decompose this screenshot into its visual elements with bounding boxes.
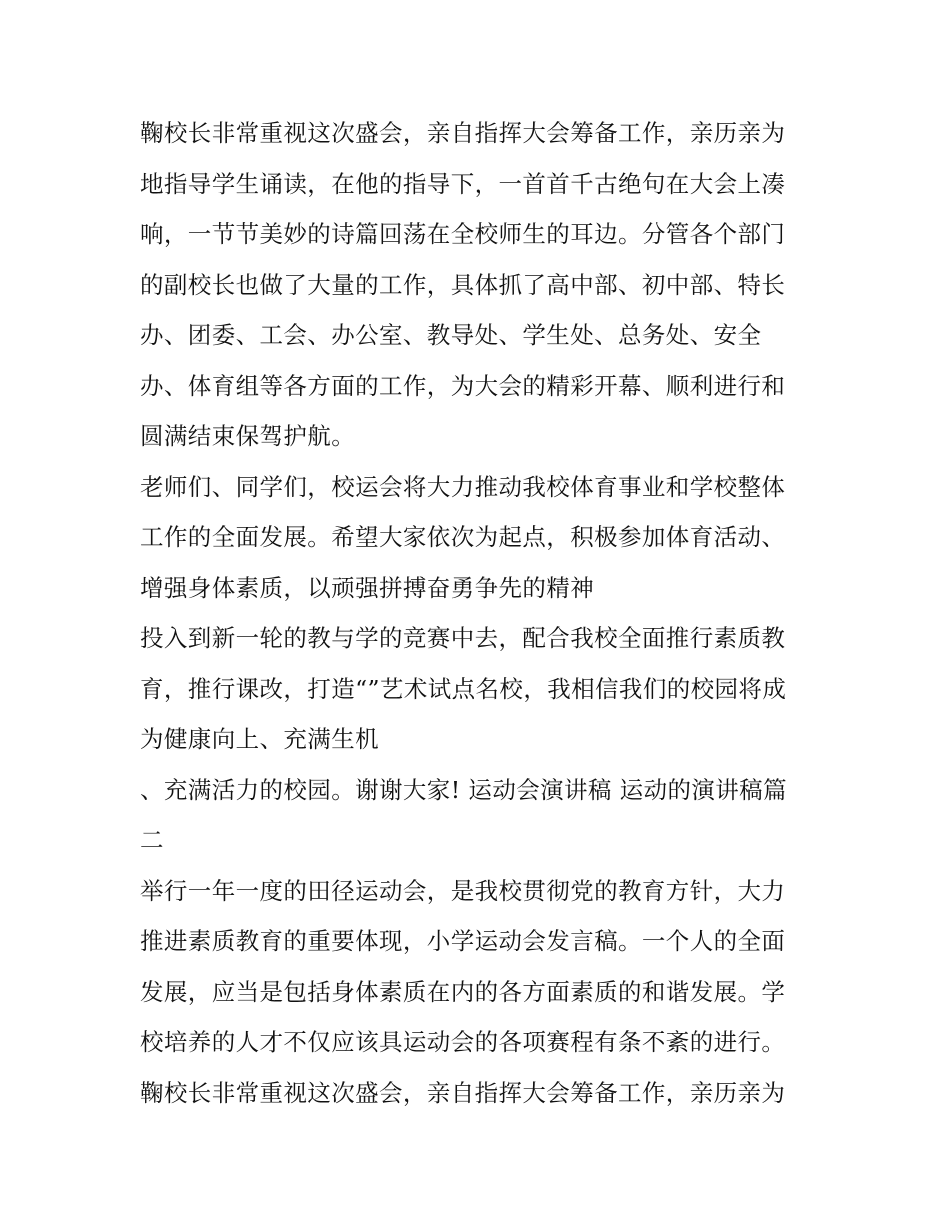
text-line: 推进素质教育的重要体现，小学运动会发言稿。一个人的全面 — [140, 927, 786, 955]
text-line: 工作的全面发展。希望大家依次为起点，积极参加体育活动、 — [140, 523, 786, 551]
text-line: 校培养的人才不仅应该具运动会的各项赛程有条不紊的进行。 — [140, 1028, 786, 1056]
text-line: 发展，应当是包括身体素质在内的各方面素质的和谐发展。学 — [140, 977, 786, 1006]
text-line: 为健康向上、充满生机 — [140, 725, 379, 753]
text-line: 鞠校长非常重视这次盛会，亲自指挥大会筹备工作，亲历亲为 — [140, 1078, 786, 1107]
text-line: 二 — [140, 826, 164, 854]
text-line: 投入到新一轮的教与学的竞赛中去，配合我校全面推行素质教 — [140, 624, 786, 652]
text-line: 老师们、同学们，校运会将大力推动我校体育事业和学校整体 — [140, 472, 786, 501]
text-line: 增强身体素质，以顽强拼搏奋勇争先的精神 — [140, 573, 595, 602]
text-line: 、充满活力的校园。谢谢大家! 运动会演讲稿 运动的演讲稿篇 — [140, 775, 787, 804]
text-line: 育，推行课改，打造“”艺术试点名校，我相信我们的校园将成 — [140, 674, 787, 703]
text-line: 鞠校长非常重视这次盛会，亲自指挥大会筹备工作，亲历亲为 — [140, 119, 786, 147]
text-line: 的副校长也做了大量的工作，具体抓了高中部、初中部、特长 — [140, 270, 786, 299]
text-line: 举行一年一度的田径运动会，是我校贯彻党的教育方针，大力 — [140, 876, 786, 905]
text-line: 办、团委、工会、办公室、教导处、学生处、总务处、安全 — [140, 321, 762, 349]
text-line: 地指导学生诵读，在他的指导下，一首首千古绝句在大会上凑 — [140, 169, 786, 198]
text-line: 圆满结束保驾护航。 — [140, 422, 356, 450]
text-line: 办、体育组等各方面的工作，为大会的精彩开幕、顺利进行和 — [140, 371, 786, 400]
text-line: 响，一节节美妙的诗篇回荡在全校师生的耳边。分管各个部门 — [140, 220, 786, 248]
body-text — [140, 108, 830, 1118]
